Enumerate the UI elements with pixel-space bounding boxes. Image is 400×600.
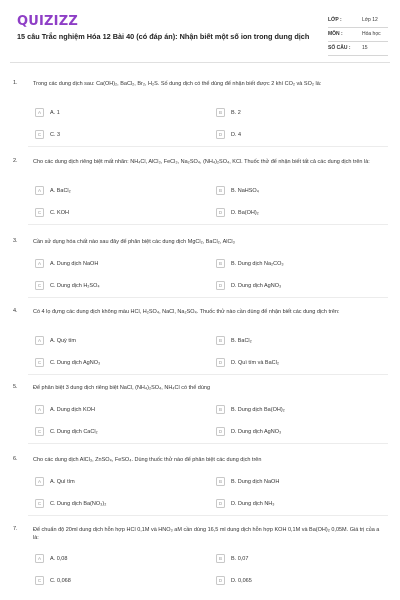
option-letter-box: B: [216, 108, 225, 117]
answer-option-a[interactable]: [35, 405, 203, 418]
question-separator: [28, 374, 388, 375]
question-number: 6.: [13, 456, 18, 462]
question-text: Trong các dung dịch sau: Ca(OH)₂, BaCl₂, Br₂, H₂S. Số dung dịch có thể dùng để nhận biết được 2 khí CO₂ và SO₂ là:: [33, 81, 322, 87]
answer-option-c[interactable]: [35, 576, 203, 589]
option-letter-box: C: [35, 427, 44, 436]
answer-option-a[interactable]: [35, 259, 203, 272]
answer-option-d[interactable]: [216, 427, 384, 440]
option-letter-box: B: [216, 477, 225, 486]
option-letter-box: D: [216, 499, 225, 508]
answer-option-a[interactable]: [35, 186, 203, 199]
answer-option-b[interactable]: [216, 186, 384, 199]
answer-option-c[interactable]: [35, 358, 203, 371]
option-letter-box: D: [216, 208, 225, 217]
answer-option-c[interactable]: [35, 281, 203, 294]
answer-option-b[interactable]: [216, 108, 384, 121]
option-text: B. Dung dịch NaOH: [231, 478, 280, 485]
option-letter-box: C: [35, 208, 44, 217]
option-letter-box: A: [35, 108, 44, 117]
question-separator: [28, 146, 388, 147]
option-text: A. Dung dịch NaOH: [50, 260, 99, 267]
option-letter-box: D: [216, 427, 225, 436]
option-letter-box: A: [35, 477, 44, 486]
option-text: C. 0,068: [50, 577, 71, 584]
answer-option-a[interactable]: [35, 108, 203, 121]
option-letter-box: C: [35, 281, 44, 290]
answer-option-d[interactable]: [216, 130, 384, 143]
option-text: C. Dung dịch H₂SO₄: [50, 282, 100, 289]
question-number: 7.: [13, 526, 18, 532]
meta-row-class: [328, 14, 388, 28]
option-text: A. Quỳ tím: [50, 337, 76, 344]
option-letter-box: B: [216, 554, 225, 563]
option-letter-box: B: [216, 259, 225, 268]
meta-value: Lớp 12: [362, 17, 378, 23]
answer-option-b[interactable]: [216, 405, 384, 418]
option-text: D. Dung dịch AgNO₃: [231, 282, 282, 289]
quizizz-logo: QUIZIZZ: [17, 14, 78, 29]
option-text: A. 1: [50, 109, 60, 116]
question-number: 3.: [13, 238, 18, 244]
option-text: B. BaCl₂: [231, 337, 252, 344]
option-letter-box: B: [216, 336, 225, 345]
option-letter-box: A: [35, 186, 44, 195]
option-letter-box: D: [216, 281, 225, 290]
question-text: Để phân biệt 3 dung dịch riêng biệt NaCl, (NH₄)₂SO₄, NH₄Cl có thể dùng: [33, 385, 211, 391]
option-text: A. Dung dịch KOH: [50, 406, 95, 413]
option-text: D. 0,065: [231, 577, 252, 584]
option-letter-box: C: [35, 130, 44, 139]
meta-row-count: [328, 42, 388, 56]
answer-option-d[interactable]: [216, 358, 384, 371]
meta-key: MÔN :: [328, 31, 343, 37]
option-letter-box: A: [35, 554, 44, 563]
answer-option-c[interactable]: [35, 427, 203, 440]
question-text: Cần sử dụng hóa chất nào sau đây để phân biệt các dung dịch MgCl₂, BaCl₂, AlCl₃: [33, 239, 235, 245]
option-text: C. Dung dịch CaCl₂: [50, 428, 98, 435]
option-text: D. Dung dịch AgNO₃: [231, 428, 282, 435]
answer-option-d[interactable]: [216, 281, 384, 294]
option-letter-box: C: [35, 499, 44, 508]
meta-value: 15: [362, 45, 368, 51]
meta-panel: [328, 14, 388, 56]
answer-option-d[interactable]: [216, 208, 384, 221]
answer-option-b[interactable]: [216, 477, 384, 490]
question-text: Cho các dung dịch AlCl₃, ZnSO₄, FeSO₄. Dùng thuốc thử nào để phân biệt các dung dịch trên: [33, 457, 262, 463]
option-letter-box: C: [35, 358, 44, 367]
meta-key: SỐ CÂU :: [328, 45, 351, 51]
option-letter-box: D: [216, 358, 225, 367]
option-letter-box: B: [216, 405, 225, 414]
option-text: C. 3: [50, 131, 61, 138]
answer-option-a[interactable]: [35, 477, 203, 490]
question-text: Có 4 lọ đựng các dung dịch không màu HCl, H₂SO₄, NaCl, Na₂SO₄. Thuốc thử nào cần dùng để nhận biết các dung dịch trên:: [33, 309, 340, 315]
option-text: B. 2: [231, 109, 241, 116]
option-letter-box: C: [35, 576, 44, 585]
option-letter-box: A: [35, 259, 44, 268]
question-number: 1.: [13, 80, 18, 86]
option-text: D. Ba(OH)₂: [231, 209, 259, 216]
question-text: Cho các dung dịch riêng biệt mất nhãn: NH₄Cl, AlCl₃, FeCl₃, Na₂SO₄, (NH₄)₂SO₄, KCl. Thuốc thử để nhận biết tất cả các dung dịch trên là:: [33, 159, 370, 165]
option-text: A. 0,08: [50, 555, 68, 562]
meta-row-subject: [328, 28, 388, 42]
answer-option-b[interactable]: [216, 336, 384, 349]
option-text: D. 4: [231, 131, 242, 138]
question-separator: [28, 224, 388, 225]
answer-option-d[interactable]: [216, 576, 384, 589]
answer-option-a[interactable]: [35, 554, 203, 567]
option-text: B. Dung dịch Na₂CO₃: [231, 260, 284, 267]
option-letter-box: B: [216, 186, 225, 195]
option-text: D. Quì tím và BaCl₂: [231, 359, 279, 366]
answer-option-c[interactable]: [35, 130, 203, 143]
question-separator: [28, 297, 388, 298]
option-text: B. Dung dịch Ba(OH)₂: [231, 406, 285, 413]
option-text: B. NaHSO₄: [231, 187, 259, 194]
answer-option-b[interactable]: [216, 259, 384, 272]
option-text: A. BaCl₂: [50, 187, 71, 194]
question-separator: [28, 443, 388, 444]
question-separator: [28, 515, 388, 516]
option-letter-box: D: [216, 576, 225, 585]
question-number: 5.: [13, 384, 18, 390]
answer-option-c[interactable]: [35, 208, 203, 221]
answer-option-a[interactable]: [35, 336, 203, 349]
question-text: Để chuẩn độ 20ml dung dịch hỗn hợp HCl 0,1M và HNO₃ aM cần dùng 16,5 ml dung dịch hỗn hợp KOH 0,1M và Ba(OH)₂ 0,05M. Giá trị của a là:: [33, 527, 380, 541]
answer-option-b[interactable]: [216, 554, 384, 567]
answer-option-d[interactable]: [216, 499, 384, 512]
option-letter-box: A: [35, 405, 44, 414]
option-text: B. 0,07: [231, 555, 249, 562]
page-title: 15 câu Trắc nghiệm Hóa 12 Bài 40 (có đáp án): Nhận biết một số ion trong dung dịch: [17, 32, 310, 41]
meta-key: LỚP :: [328, 17, 342, 23]
option-text: C. Dung dịch AgNO₃: [50, 359, 101, 366]
option-letter-box: D: [216, 130, 225, 139]
option-text: A. Quì tím: [50, 478, 75, 485]
question-number: 2.: [13, 158, 18, 164]
option-text: D. Dung dịch NH₃: [231, 500, 275, 507]
option-letter-box: A: [35, 336, 44, 345]
answer-option-c[interactable]: [35, 499, 203, 512]
option-text: C. Dung dịch Ba(NO₃)₂: [50, 500, 107, 507]
option-text: C. KOH: [50, 209, 69, 216]
meta-value: Hóa học: [362, 31, 381, 37]
header-divider: [10, 62, 390, 63]
question-number: 4.: [13, 308, 18, 314]
